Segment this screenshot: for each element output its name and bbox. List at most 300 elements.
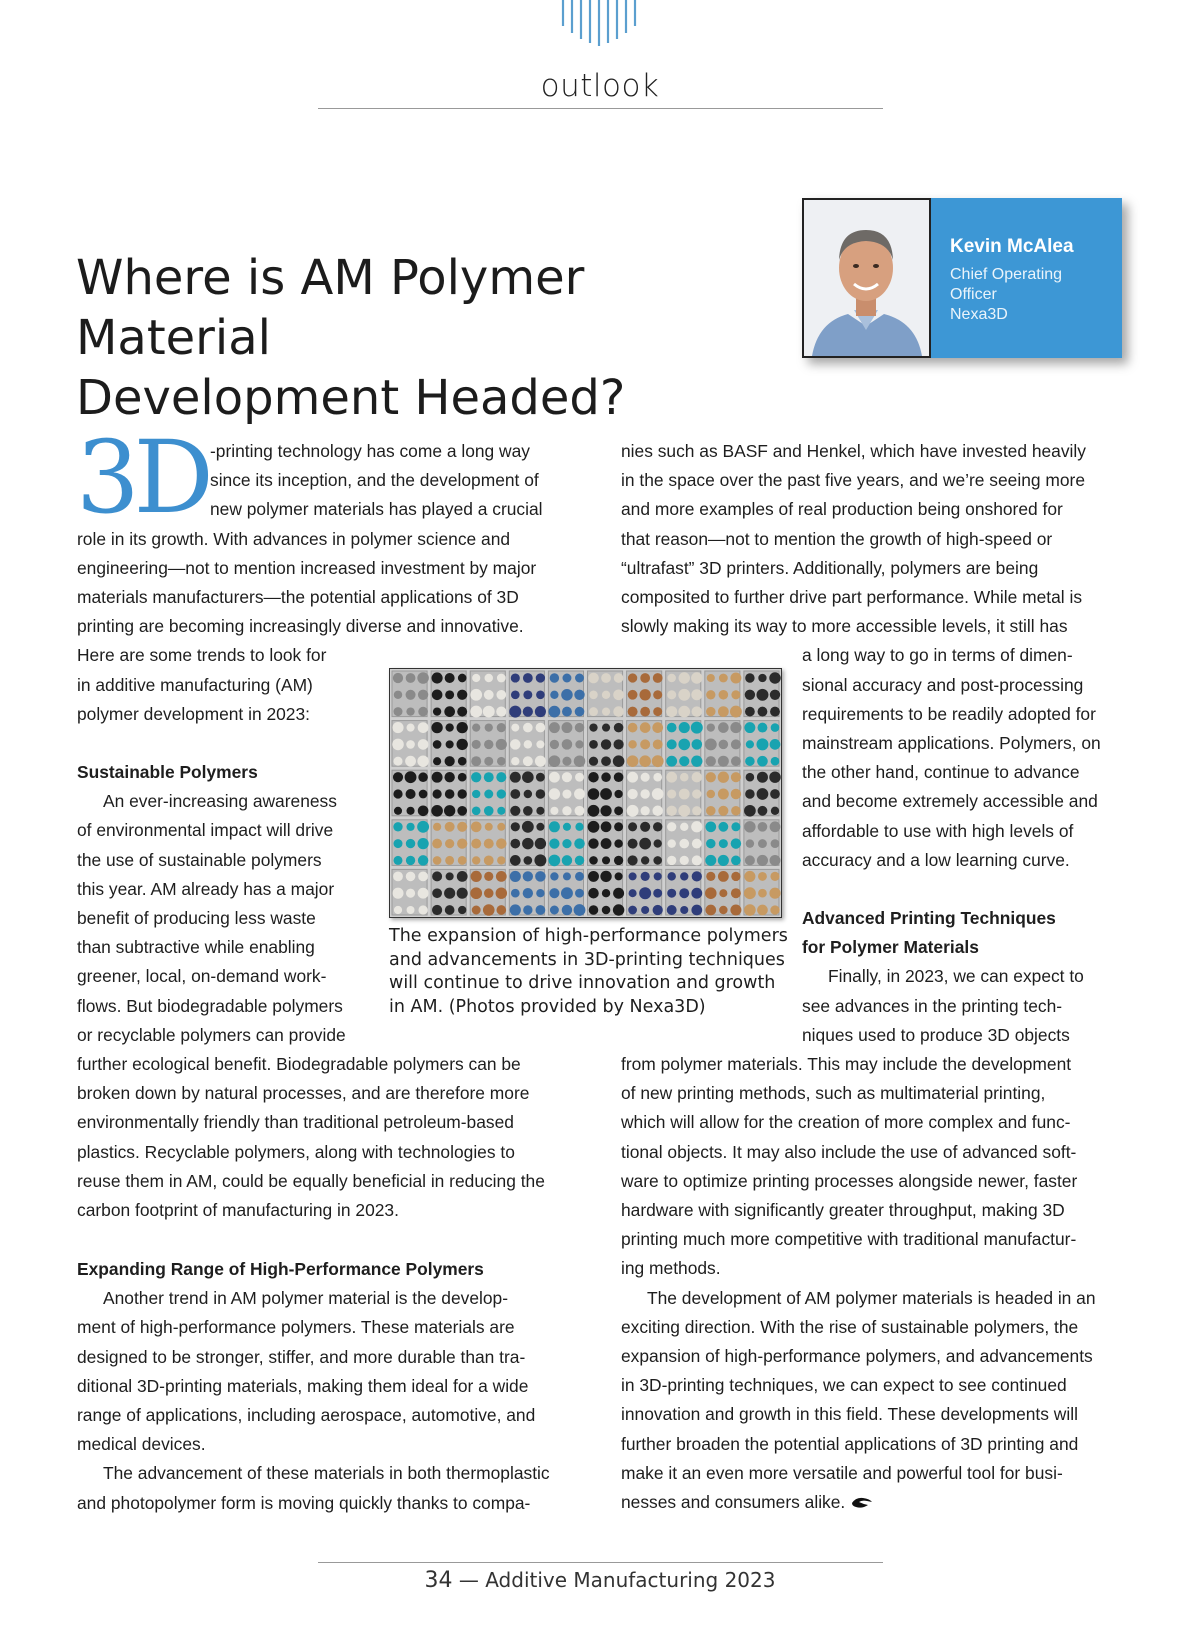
body-line: medical devices. bbox=[77, 1434, 206, 1455]
printed-part bbox=[496, 772, 506, 782]
printed-part bbox=[731, 739, 741, 749]
printed-part bbox=[653, 690, 662, 699]
body-line: than subtractive while enabling bbox=[77, 937, 315, 958]
printed-part bbox=[509, 706, 521, 718]
printed-part bbox=[756, 689, 768, 701]
printed-part bbox=[705, 821, 716, 832]
body-line: slowly making its way to more accessible levels, it still has bbox=[621, 616, 1068, 637]
printed-part bbox=[510, 772, 521, 783]
printed-part bbox=[692, 806, 701, 815]
printed-part bbox=[639, 689, 650, 700]
body-line: further ecological benefit. Biodegradable polymers can be bbox=[77, 1054, 521, 1075]
printed-part bbox=[691, 888, 702, 899]
printed-part bbox=[692, 706, 703, 717]
printed-part bbox=[484, 806, 494, 816]
printed-part bbox=[406, 740, 415, 749]
body-line: in the space over the past five years, and we’re seeing more bbox=[621, 470, 1086, 491]
body-line: range of applications, including aerospace, automotive, and bbox=[77, 1405, 536, 1426]
printed-part bbox=[731, 806, 741, 816]
printed-part bbox=[641, 773, 650, 782]
printed-part bbox=[602, 856, 610, 864]
printed-part bbox=[667, 905, 677, 915]
printed-part bbox=[393, 871, 403, 881]
printed-part bbox=[667, 889, 676, 898]
printed-part bbox=[549, 755, 561, 767]
printed-part bbox=[602, 906, 611, 915]
printed-part bbox=[549, 855, 561, 867]
printed-part bbox=[497, 823, 505, 831]
printed-part bbox=[652, 755, 664, 767]
printed-part bbox=[718, 871, 729, 882]
printed-part bbox=[666, 772, 677, 783]
printed-part bbox=[705, 905, 716, 916]
printed-part bbox=[445, 756, 455, 766]
printed-part bbox=[641, 906, 649, 914]
printed-part bbox=[770, 789, 780, 799]
printed-part bbox=[639, 887, 651, 899]
printed-part bbox=[614, 772, 624, 782]
printed-part bbox=[746, 839, 754, 847]
printed-part bbox=[484, 855, 494, 865]
body-line: the other hand, continue to advance bbox=[802, 762, 1080, 783]
printed-part bbox=[406, 839, 415, 848]
printed-part bbox=[589, 740, 598, 749]
printed-part bbox=[446, 872, 454, 880]
printed-part bbox=[575, 740, 583, 748]
printed-part bbox=[497, 807, 505, 815]
printed-part bbox=[432, 888, 442, 898]
printed-part bbox=[562, 839, 571, 848]
printed-part bbox=[652, 806, 662, 816]
printed-part bbox=[744, 887, 756, 899]
printed-part bbox=[471, 839, 481, 849]
printed-part bbox=[601, 772, 611, 782]
printed-part bbox=[731, 690, 740, 699]
printed-part bbox=[691, 689, 702, 700]
printed-part bbox=[628, 673, 637, 682]
printed-part bbox=[589, 856, 598, 865]
printed-part bbox=[705, 738, 717, 750]
printed-part bbox=[628, 707, 638, 717]
printed-part bbox=[691, 756, 702, 767]
printed-part bbox=[536, 690, 545, 699]
body-line: mainstream applications. Polymers, on bbox=[802, 733, 1101, 753]
printed-part bbox=[417, 821, 429, 833]
printed-part bbox=[614, 839, 622, 847]
printed-part bbox=[680, 872, 688, 880]
body-line: from polymer materials. This may include the development bbox=[621, 1054, 1072, 1074]
printed-part bbox=[470, 706, 482, 718]
printed-part bbox=[744, 871, 755, 882]
body-line: requirements to be readily adopted for bbox=[802, 703, 1096, 724]
printed-part bbox=[575, 856, 584, 865]
printed-part bbox=[770, 821, 781, 832]
printed-part bbox=[653, 889, 662, 898]
printed-part bbox=[522, 821, 534, 833]
printed-part bbox=[667, 789, 676, 798]
printed-part bbox=[679, 888, 689, 898]
printed-part bbox=[588, 788, 600, 800]
body-line: which will allow for the creation of more complex and func- bbox=[621, 1112, 1071, 1133]
printed-part bbox=[678, 689, 690, 701]
printed-part bbox=[472, 906, 481, 915]
printed-part bbox=[731, 872, 740, 881]
printed-part bbox=[678, 706, 690, 718]
printed-part bbox=[418, 888, 429, 899]
printed-part bbox=[692, 789, 701, 798]
printed-part bbox=[510, 855, 521, 866]
printed-part bbox=[574, 838, 585, 849]
printed-part bbox=[718, 806, 728, 816]
printed-part bbox=[692, 855, 702, 865]
printed-part bbox=[406, 823, 414, 831]
printed-part bbox=[718, 772, 729, 783]
printed-part bbox=[654, 872, 662, 880]
printed-part bbox=[628, 740, 636, 748]
printed-part bbox=[497, 856, 505, 864]
footer-divider bbox=[318, 1562, 883, 1563]
printed-part bbox=[472, 740, 481, 749]
printed-part bbox=[472, 723, 480, 731]
printed-part bbox=[705, 887, 717, 899]
printed-part bbox=[600, 788, 612, 800]
printed-part bbox=[640, 739, 650, 749]
printed-part bbox=[394, 691, 402, 699]
high-performance-section bbox=[77, 1255, 597, 1518]
printed-part bbox=[496, 838, 506, 848]
printed-part bbox=[523, 707, 533, 717]
printed-part bbox=[393, 789, 402, 798]
printed-part bbox=[457, 707, 467, 717]
printed-part bbox=[653, 707, 662, 716]
printed-part bbox=[511, 822, 520, 831]
printed-part bbox=[769, 888, 780, 899]
printed-part bbox=[496, 905, 506, 915]
printed-part bbox=[602, 708, 610, 716]
printed-part bbox=[562, 674, 571, 683]
printed-part bbox=[536, 807, 544, 815]
printed-part bbox=[406, 707, 414, 715]
printed-part bbox=[536, 905, 546, 915]
body-line: or recyclable polymers can provide bbox=[77, 1024, 346, 1045]
printed-part bbox=[394, 856, 403, 865]
section-heading-sustainable: Sustainable Polymers bbox=[77, 762, 258, 782]
printed-part bbox=[522, 771, 534, 783]
printed-part bbox=[417, 838, 428, 849]
body-line: flows. But biodegradable polymers bbox=[77, 995, 343, 1016]
printed-part bbox=[640, 722, 651, 733]
caption-line: will continue to drive innovation and growth bbox=[389, 973, 776, 993]
printed-part bbox=[756, 738, 768, 750]
author-title-line-1: Chief Operating bbox=[950, 266, 1063, 283]
printed-part bbox=[770, 855, 781, 866]
techniques-section bbox=[621, 1050, 1141, 1517]
printed-part bbox=[640, 789, 649, 798]
printed-part bbox=[745, 855, 755, 865]
printed-part bbox=[757, 756, 768, 767]
printed-part bbox=[692, 772, 702, 782]
body-line-text: nesses and consumers alike. bbox=[621, 1492, 846, 1513]
printed-part bbox=[757, 855, 768, 866]
printed-part bbox=[679, 789, 690, 800]
printed-part bbox=[550, 872, 558, 880]
printed-part bbox=[549, 706, 561, 718]
printed-part bbox=[744, 805, 756, 817]
printed-part bbox=[445, 856, 454, 865]
author-name: Kevin McAlea bbox=[950, 236, 1074, 257]
body-line: niques used to produce 3D objects bbox=[802, 1024, 1070, 1045]
printed-part bbox=[485, 674, 493, 682]
body-line: see advances in the printing tech- bbox=[802, 995, 1063, 1016]
printed-part bbox=[457, 871, 468, 882]
printed-part bbox=[432, 772, 443, 783]
printed-part bbox=[692, 839, 702, 849]
printed-part bbox=[679, 722, 690, 733]
column-2-narrow bbox=[802, 641, 1142, 875]
printed-part bbox=[730, 904, 741, 915]
printed-part bbox=[691, 821, 702, 832]
printed-part bbox=[406, 673, 416, 683]
printed-part bbox=[511, 889, 520, 898]
page-number: 34 bbox=[424, 1568, 453, 1593]
printed-part bbox=[731, 822, 740, 831]
printed-part bbox=[575, 674, 584, 683]
printed-part bbox=[535, 756, 546, 767]
body-line: of new printing methods, such as multimaterial printing, bbox=[621, 1083, 1046, 1104]
printed-part bbox=[613, 706, 624, 717]
section-label: outlook bbox=[540, 68, 660, 104]
page-footer bbox=[0, 1568, 1200, 1593]
printed-part bbox=[432, 871, 442, 881]
printed-part bbox=[549, 788, 560, 799]
printed-part bbox=[549, 888, 559, 898]
body-line: and become extremely accessible and bbox=[802, 791, 1098, 812]
body-line: designed to be stronger, stiffer, and more durable than tra- bbox=[77, 1346, 526, 1367]
body-line: environmentally friendly than traditional petroleum-based bbox=[77, 1112, 514, 1133]
printed-part bbox=[718, 756, 729, 767]
printed-part bbox=[707, 674, 715, 682]
printed-part bbox=[562, 789, 571, 798]
body-line: greener, local, on-demand work- bbox=[77, 966, 327, 987]
printed-part bbox=[562, 806, 571, 815]
printed-part bbox=[394, 906, 402, 914]
printed-part bbox=[600, 805, 611, 816]
printed-part bbox=[446, 740, 454, 748]
printed-part bbox=[432, 789, 441, 798]
printed-part bbox=[471, 756, 481, 766]
printed-part bbox=[445, 723, 453, 731]
printed-part bbox=[444, 772, 454, 782]
printed-part bbox=[458, 906, 466, 914]
printed-part bbox=[418, 855, 428, 865]
printed-part bbox=[652, 722, 663, 733]
printed-part bbox=[613, 755, 625, 767]
printed-part bbox=[680, 823, 688, 831]
printed-part bbox=[614, 806, 623, 815]
printed-part bbox=[445, 673, 455, 683]
printed-part bbox=[719, 839, 728, 848]
printed-part bbox=[407, 906, 415, 914]
printed-part bbox=[497, 757, 506, 766]
body-line: ditional 3D-printing materials, making them ideal for a wide bbox=[77, 1375, 529, 1396]
printed-part bbox=[496, 871, 507, 882]
printed-part bbox=[511, 690, 520, 699]
techniques-heading-block bbox=[802, 904, 1142, 1050]
printed-part bbox=[523, 673, 533, 683]
printed-part bbox=[457, 739, 468, 750]
printed-part bbox=[614, 822, 623, 831]
printed-part bbox=[471, 772, 481, 782]
printed-part bbox=[745, 789, 755, 799]
printed-part bbox=[757, 788, 769, 800]
printed-part bbox=[758, 839, 767, 848]
printed-part bbox=[431, 722, 442, 733]
printed-part bbox=[719, 674, 728, 683]
body-line: new polymer materials has played a crucial bbox=[210, 499, 543, 520]
body-line: carbon footprint of manufacturing in 2023. bbox=[77, 1200, 399, 1221]
printed-part bbox=[745, 707, 755, 717]
printed-part bbox=[770, 690, 780, 700]
printed-part bbox=[510, 789, 520, 799]
printed-part bbox=[770, 905, 779, 914]
headline-line-2: Development Headed? bbox=[76, 370, 626, 426]
printed-part bbox=[561, 689, 573, 701]
printed-part bbox=[718, 706, 729, 717]
article-headline bbox=[76, 248, 776, 428]
printed-part bbox=[406, 872, 416, 882]
printed-part bbox=[719, 889, 727, 897]
printed-part bbox=[628, 822, 637, 831]
printed-part bbox=[758, 806, 768, 816]
printed-part bbox=[678, 805, 690, 817]
printed-part bbox=[549, 838, 559, 848]
printed-part bbox=[432, 905, 442, 915]
printed-part bbox=[562, 739, 573, 750]
body-line: The advancement of these materials in both thermoplastic bbox=[103, 1463, 550, 1484]
printed-part bbox=[692, 739, 703, 750]
body-line: in additive manufacturing (AM) bbox=[77, 674, 313, 695]
printed-part bbox=[601, 673, 611, 683]
body-line: reuse them in AM, could be equally beneficial in reducing the bbox=[77, 1170, 545, 1191]
printed-part bbox=[627, 755, 639, 767]
printed-part bbox=[653, 739, 663, 749]
printed-part bbox=[394, 839, 403, 848]
printed-part bbox=[574, 690, 584, 700]
body-line: innovation and growth in this field. These developments will bbox=[621, 1404, 1078, 1425]
printed-part bbox=[641, 872, 650, 881]
printed-part bbox=[458, 773, 467, 782]
body-line: tional objects. It may also include the use of advanced soft- bbox=[621, 1141, 1077, 1162]
printed-part bbox=[562, 757, 571, 766]
printed-part bbox=[718, 855, 729, 866]
printed-part bbox=[472, 806, 481, 815]
printed-part bbox=[601, 739, 611, 749]
printed-part bbox=[758, 674, 766, 682]
printed-part bbox=[406, 889, 415, 898]
printed-part bbox=[601, 821, 612, 832]
body-line: exciting direction. With the rise of sustainable polymers, the bbox=[621, 1316, 1079, 1337]
printed-part bbox=[444, 805, 455, 816]
printed-part bbox=[589, 757, 598, 766]
body-line: this year. AM already has a major bbox=[77, 878, 335, 899]
printed-part bbox=[471, 871, 482, 882]
printed-part bbox=[549, 772, 560, 783]
printed-part bbox=[613, 689, 624, 700]
printed-part bbox=[707, 723, 715, 731]
printed-part bbox=[511, 673, 520, 682]
printed-part bbox=[393, 757, 402, 766]
printed-part bbox=[407, 724, 415, 732]
printed-part bbox=[758, 872, 767, 881]
printed-part bbox=[483, 904, 495, 916]
printed-part bbox=[744, 821, 755, 832]
printed-part bbox=[510, 871, 521, 882]
printed-part bbox=[472, 674, 480, 682]
printed-part bbox=[745, 690, 755, 700]
printed-part bbox=[536, 823, 544, 831]
printed-part bbox=[433, 823, 441, 831]
caption-line: in AM. (Photos provided by Nexa3D) bbox=[389, 996, 706, 1017]
printed-part bbox=[445, 905, 455, 915]
printed-part bbox=[575, 773, 584, 782]
body-line-final bbox=[621, 1488, 1141, 1517]
printed-part bbox=[666, 706, 677, 717]
printed-part bbox=[707, 790, 715, 798]
body-line: An ever-increasing awareness bbox=[103, 791, 337, 812]
printed-part bbox=[771, 839, 780, 848]
printed-part bbox=[628, 839, 638, 849]
printed-part bbox=[444, 888, 455, 899]
body-line: Another trend in AM polymer material is the develop- bbox=[103, 1288, 509, 1309]
body-line: expansion of high-performance polymers, and advancements bbox=[621, 1346, 1093, 1367]
printed-part bbox=[667, 739, 677, 749]
printed-part bbox=[719, 906, 728, 915]
printed-part bbox=[497, 789, 506, 798]
printed-part bbox=[550, 691, 558, 699]
printed-part bbox=[771, 807, 779, 815]
body-line: ware to optimize printing processes alongside newer, faster bbox=[621, 1170, 1078, 1191]
printed-part bbox=[589, 691, 598, 700]
printed-part bbox=[497, 674, 506, 683]
printed-part bbox=[417, 755, 428, 766]
printed-part bbox=[627, 789, 637, 799]
printed-part bbox=[613, 888, 624, 899]
printed-part bbox=[667, 856, 676, 865]
printed-part bbox=[746, 740, 754, 748]
printed-part bbox=[536, 789, 546, 799]
printed-part bbox=[731, 838, 741, 848]
printed-part bbox=[745, 673, 754, 682]
printed-part bbox=[691, 672, 702, 683]
printed-part bbox=[757, 772, 768, 783]
printed-part bbox=[628, 855, 638, 865]
printed-part bbox=[614, 739, 624, 749]
printed-parts-image bbox=[390, 669, 781, 917]
body-line: accuracy and a low learning curve. bbox=[802, 849, 1070, 870]
printed-part bbox=[706, 872, 715, 881]
printed-part bbox=[458, 674, 467, 683]
body-line: in 3D-printing techniques, we can expect to see continued bbox=[621, 1375, 1067, 1396]
printed-part bbox=[575, 806, 585, 816]
printed-part bbox=[457, 838, 467, 848]
printed-part bbox=[549, 722, 560, 733]
printed-part bbox=[523, 756, 533, 766]
printed-part bbox=[639, 755, 651, 767]
printed-part bbox=[640, 822, 650, 832]
publication-name: Additive Manufacturing 2023 bbox=[485, 1568, 776, 1592]
printed-part bbox=[691, 722, 703, 734]
printed-part bbox=[445, 839, 454, 848]
